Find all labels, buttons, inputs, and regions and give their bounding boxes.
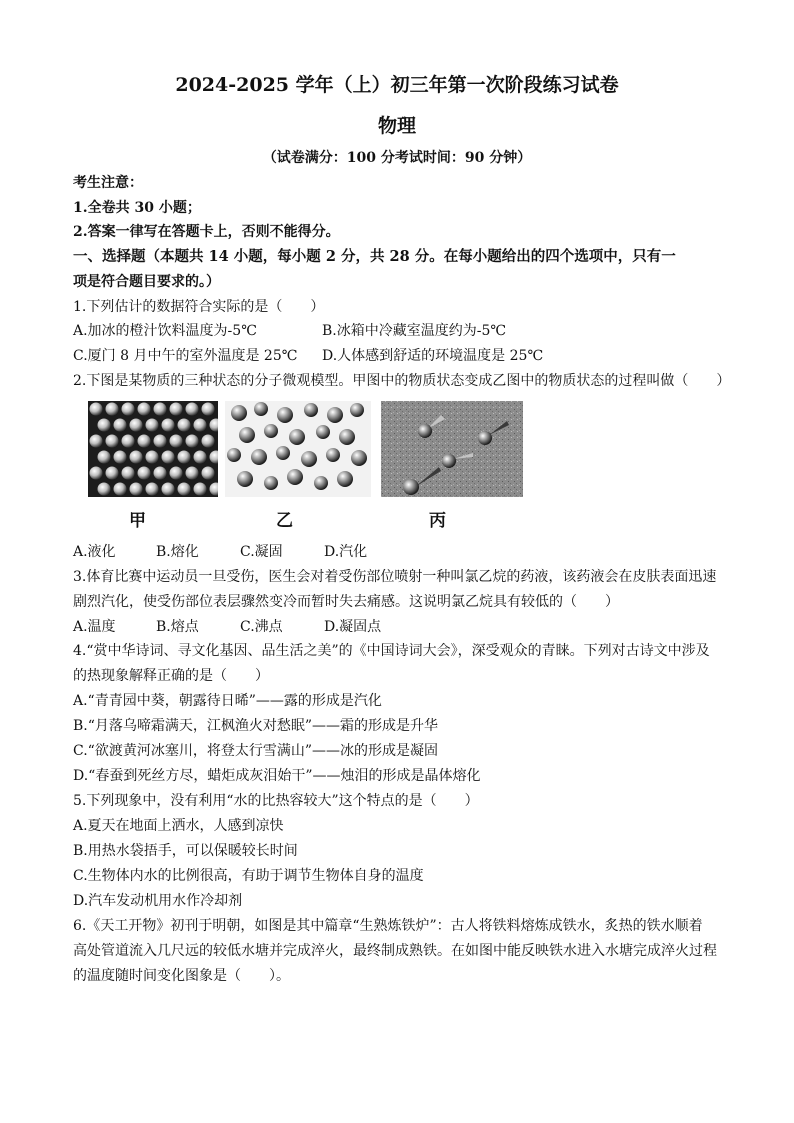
- note-item: 2.答案一律写在答题卡上，否则不能得分。: [73, 224, 340, 240]
- question-4-stem-cont: 的热现象解释正确的是（ ）: [73, 668, 269, 684]
- solid-molecule: [90, 403, 103, 416]
- solid-molecule: [98, 483, 111, 496]
- solid-molecule: [154, 435, 167, 448]
- solid-molecule: [178, 483, 191, 496]
- solid-molecule: [146, 451, 159, 464]
- solid-molecule: [138, 403, 151, 416]
- figure-liquid-molecules: [225, 401, 371, 497]
- q3-option-b: B.熔点: [156, 619, 199, 635]
- solid-molecule: [90, 435, 103, 448]
- solid-molecule: [202, 403, 215, 416]
- q1-option-a: A.加冰的橙汁饮料温度为-5℃: [73, 323, 257, 339]
- solid-molecule: [202, 435, 215, 448]
- q1-option-c: C.厦门 8 月中午的室外温度是 25℃: [73, 348, 298, 364]
- q4-option-c: C.“欲渡黄河冰塞川，将登太行雪满山”——冰的形成是凝固: [73, 743, 438, 759]
- question-3-stem-cont: 剧烈汽化，使受伤部位表层骤然变冷而暂时失去痛感。这说明氯乙烷具有较低的（ ）: [73, 594, 619, 610]
- solid-molecule: [130, 419, 143, 432]
- q3-option-c: C.沸点: [240, 619, 283, 635]
- solid-molecule: [130, 483, 143, 496]
- q1-option-b: B.冰箱中冷藏室温度约为-5℃: [322, 323, 507, 339]
- q5-option-c: C.生物体内水的比例很高，有助于调节生物体自身的温度: [73, 868, 424, 884]
- solid-molecule: [122, 435, 135, 448]
- solid-molecule: [138, 435, 151, 448]
- solid-molecule: [170, 403, 183, 416]
- section-heading-cont: 项是符合题目要求的。）: [73, 274, 220, 290]
- solid-molecule: [154, 403, 167, 416]
- solid-molecule: [162, 483, 175, 496]
- question-3-stem: 3.体育比赛中运动员一旦受伤，医生会对着受伤部位喷射一种叫氯乙烷的药液，该药液会在皮肤表面迅速: [73, 569, 717, 585]
- solid-molecule: [146, 419, 159, 432]
- solid-molecule: [122, 467, 135, 480]
- question-1-stem: 1.下列估计的数据符合实际的是（ ）: [73, 299, 325, 315]
- solid-molecule: [186, 435, 199, 448]
- solid-molecule: [178, 451, 191, 464]
- q2-option-b: B.熔化: [156, 544, 199, 560]
- q4-option-a: A.“青青园中葵，朝露待日晞”——露的形成是汽化: [73, 693, 382, 709]
- solid-molecule: [106, 403, 119, 416]
- solid-molecule: [194, 451, 207, 464]
- solid-molecule: [146, 483, 159, 496]
- q4-option-d: D.“春蚕到死丝方尽，蜡炬成灰泪始干”——烛泪的形成是晶体熔化: [73, 768, 481, 784]
- question-2-stem: 2.下图是某物质的三种状态的分子微观模型。甲图中的物质状态变成乙图中的物质状态的过程叫做（ ）: [73, 373, 731, 389]
- solid-molecule: [106, 467, 119, 480]
- q1-option-d: D.人体感到舒适的环境温度是 25℃: [322, 348, 544, 364]
- q2-option-a: A.液化: [73, 544, 116, 560]
- solid-molecule: [162, 451, 175, 464]
- solid-molecule: [98, 419, 111, 432]
- solid-molecule: [138, 467, 151, 480]
- q5-option-d: D.汽车发动机用水作冷却剂: [73, 893, 243, 909]
- q2-option-c: C.凝固: [240, 544, 283, 560]
- solid-molecule: [114, 419, 127, 432]
- question-4-stem: 4.“赏中华诗词、寻文化基因、品生活之美”的《中国诗词大会》，深受观众的青睐。下列对古诗文中涉及: [73, 643, 710, 659]
- figure-label-bing: 丙: [429, 511, 446, 531]
- q3-option-a: A.温度: [73, 619, 116, 635]
- solid-molecule: [170, 435, 183, 448]
- figure-label-yi: 乙: [276, 511, 293, 531]
- q2-option-d: D.汽化: [324, 544, 368, 560]
- section-heading: 一、选择题（本题共 14 小题，每小题 2 分，共 28 分。在每小题给出的四个选项中，只有一: [73, 248, 676, 265]
- solid-molecule: [178, 419, 191, 432]
- solid-molecule: [194, 419, 207, 432]
- solid-molecule: [186, 403, 199, 416]
- exam-title: 2024-2025 学年（上）初三年第一次阶段练习试卷: [175, 74, 619, 96]
- figure-label-jia: 甲: [129, 511, 146, 531]
- solid-molecule: [130, 451, 143, 464]
- exam-info: （试卷满分：100 分考试时间：90 分钟）: [262, 150, 532, 166]
- solid-molecule: [186, 467, 199, 480]
- solid-molecule: [114, 483, 127, 496]
- solid-molecule: [122, 403, 135, 416]
- note-item: 1.全卷共 30 小题；: [73, 200, 201, 216]
- question-6-stem-cont: 高处管道流入几尺远的较低水塘并完成淬火，最终制成熟铁。在如图中能反映铁水进入水塘完成淬火过程: [73, 943, 717, 959]
- solid-molecule: [106, 435, 119, 448]
- solid-molecule: [202, 467, 215, 480]
- solid-molecule: [90, 467, 103, 480]
- figure-gas-molecules: [381, 401, 523, 497]
- figure-solid-lattice: [88, 401, 218, 497]
- solid-molecule: [170, 467, 183, 480]
- question-5-stem: 5.下列现象中，没有利用“水的比热容较大”这个特点的是（ ）: [73, 793, 479, 809]
- solid-molecule: [154, 467, 167, 480]
- q5-option-a: A.夏天在地面上洒水，人感到凉快: [73, 818, 284, 834]
- question-6-stem-cont2: 的温度随时间变化图象是（ ）。: [73, 968, 290, 984]
- notes-heading: 考生注意：: [73, 175, 143, 191]
- q4-option-b: B.“月落乌啼霜满天，江枫渔火对愁眠”——霜的形成是升华: [73, 718, 439, 734]
- q3-option-d: D.凝固点: [324, 619, 382, 635]
- solid-molecule: [98, 451, 111, 464]
- question-6-stem: 6.《天工开物》初刊于明朝，如图是其中篇章“生熟炼铁炉”：古人将铁料熔炼成铁水，炙热的铁水顺着: [73, 918, 703, 934]
- solid-molecule: [114, 451, 127, 464]
- subject-title: 物理: [377, 115, 416, 137]
- q5-option-b: B.用热水袋捂手，可以保暖较长时间: [73, 843, 298, 859]
- solid-molecule: [162, 419, 175, 432]
- solid-molecule: [194, 483, 207, 496]
